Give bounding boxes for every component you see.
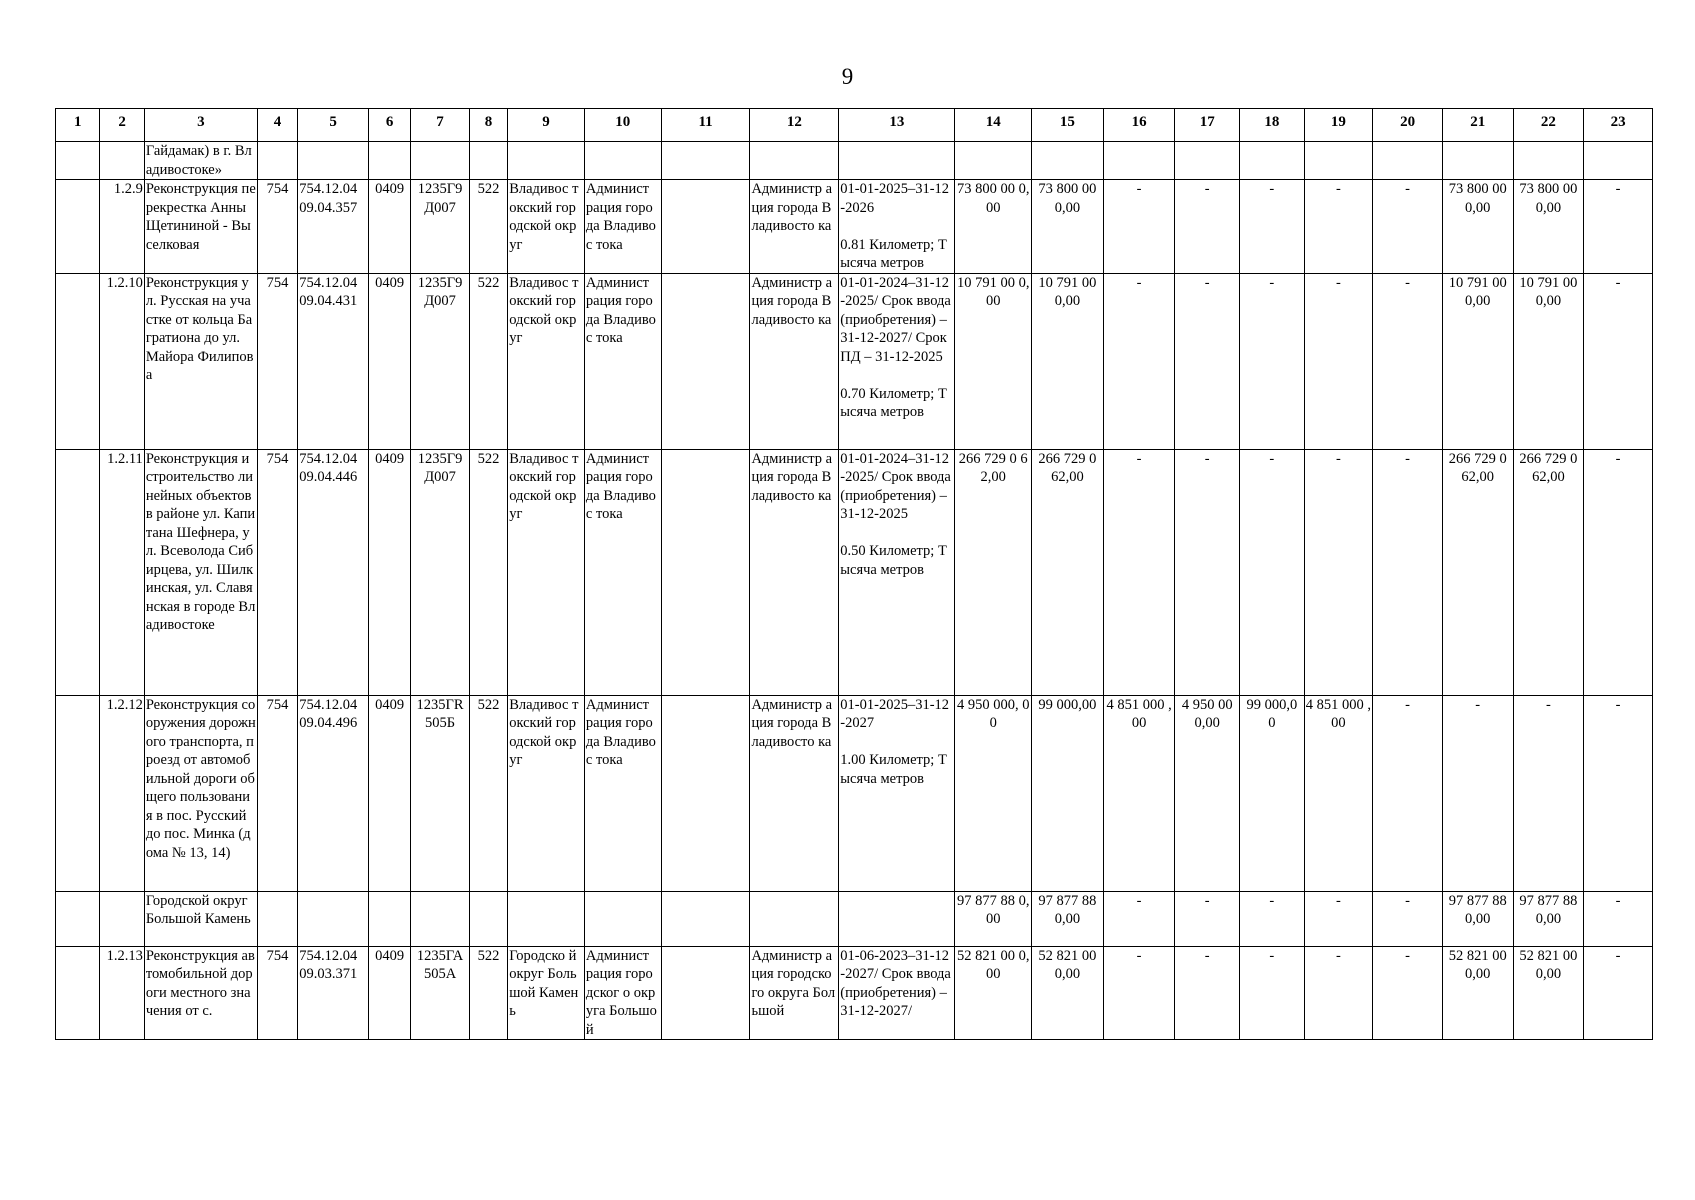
object-name-cell: Реконструкция перекрестка Анны Щетининой - Выселковая: [144, 180, 257, 274]
amount-17-cell: [1175, 142, 1240, 180]
amount-20-cell: -: [1373, 891, 1443, 946]
period-and-capacity-cell: 01-06-2023–31-12-2027/ Срок ввода (приобретения) – 31-12-2027/: [839, 946, 955, 1040]
column-header-14: 14: [955, 109, 1032, 142]
amount-18-cell: -: [1240, 449, 1305, 695]
amount-19-cell: -: [1304, 891, 1373, 946]
developer-cell: Администр ация города Владивосто ка: [750, 695, 839, 891]
column-header-9: 9: [508, 109, 585, 142]
amount-14-cell: 10 791 00 0,00: [955, 273, 1032, 449]
section-code-cell: 0409: [368, 449, 410, 695]
section-code-cell: 0409: [368, 946, 410, 1040]
amount-14-cell: 73 800 00 0,00: [955, 180, 1032, 274]
amount-17-cell: -: [1175, 273, 1240, 449]
municipality-cell: Владивос токский городской округ: [508, 695, 585, 891]
column-header-12: 12: [750, 109, 839, 142]
column-1-cell: [56, 273, 100, 449]
column-1-cell: [56, 946, 100, 1040]
amount-21-cell: 73 800 00 0,00: [1442, 180, 1513, 274]
column-1-cell: [56, 891, 100, 946]
amount-17-cell: -: [1175, 449, 1240, 695]
table-row: [56, 946, 1653, 1040]
column-header-2: 2: [100, 109, 144, 142]
column-header-3: 3: [144, 109, 257, 142]
column-header-21: 21: [1442, 109, 1513, 142]
amount-23-cell: -: [1584, 449, 1653, 695]
column-11-cell: [661, 449, 750, 695]
column-1-cell: [56, 695, 100, 891]
amount-21-cell: -: [1442, 695, 1513, 891]
amount-18-cell: -: [1240, 946, 1305, 1040]
amount-16-cell: -: [1103, 273, 1175, 449]
amount-14-cell: [955, 142, 1032, 180]
amount-19-cell: 4 851 000 ,00: [1304, 695, 1373, 891]
column-header-13: 13: [839, 109, 955, 142]
table-row: [56, 695, 1653, 891]
amount-21-cell: 266 729 0 62,00: [1442, 449, 1513, 695]
period-and-capacity-cell: [839, 142, 955, 180]
amount-14-cell: 266 729 0 62,00: [955, 449, 1032, 695]
column-header-15: 15: [1032, 109, 1104, 142]
amount-15-cell: 99 000,00: [1032, 695, 1104, 891]
column-11-cell: [661, 891, 750, 946]
expense-type-cell: 522: [469, 180, 507, 274]
amount-16-cell: -: [1103, 946, 1175, 1040]
object-name-cell: Гайдамак) в г. Владивостоке»: [144, 142, 257, 180]
code-5-cell: 754.12.04 09.04.431: [298, 273, 369, 449]
column-11-cell: [661, 695, 750, 891]
code-4-cell: 754: [257, 273, 297, 449]
object-name-cell: Городской округ Большой Камень: [144, 891, 257, 946]
item-number-cell: 1.2.10: [100, 273, 144, 449]
item-number-cell: 1.2.13: [100, 946, 144, 1040]
amount-17-cell: -: [1175, 891, 1240, 946]
amount-14-cell: 97 877 88 0,00: [955, 891, 1032, 946]
column-header-23: 23: [1584, 109, 1653, 142]
target-code-cell: 1235Г9 Д007: [411, 273, 470, 449]
customer-cell: Админист рация городског о округа Большой: [584, 946, 661, 1040]
column-header-11: 11: [661, 109, 750, 142]
amount-15-cell: 266 729 0 62,00: [1032, 449, 1104, 695]
code-4-cell: 754: [257, 946, 297, 1040]
section-code-cell: [368, 142, 410, 180]
section-code-cell: 0409: [368, 695, 410, 891]
amount-20-cell: [1373, 142, 1443, 180]
code-4-cell: 754: [257, 695, 297, 891]
developer-cell: Администр ация города Владивосто ка: [750, 449, 839, 695]
amount-19-cell: [1304, 142, 1373, 180]
code-5-cell: 754.12.04 09.04.357: [298, 180, 369, 274]
customer-cell: Админист рация города Владивос тока: [584, 273, 661, 449]
amount-19-cell: -: [1304, 449, 1373, 695]
table-row: [56, 273, 1653, 449]
amount-22-cell: 10 791 00 0,00: [1513, 273, 1584, 449]
amount-17-cell: 4 950 00 0,00: [1175, 695, 1240, 891]
municipality-cell: Владивос токский городской округ: [508, 180, 585, 274]
period-and-capacity-cell: 01-01-2025–31-12-2027 1.00 Километр; Тысяча метров: [839, 695, 955, 891]
municipality-cell: [508, 891, 585, 946]
amount-17-cell: -: [1175, 946, 1240, 1040]
expense-type-cell: 522: [469, 695, 507, 891]
amount-18-cell: 99 000,0 0: [1240, 695, 1305, 891]
amount-23-cell: [1584, 142, 1653, 180]
section-code-cell: 0409: [368, 180, 410, 274]
amount-19-cell: -: [1304, 180, 1373, 274]
amount-19-cell: -: [1304, 946, 1373, 1040]
code-5-cell: 754.12.04 09.04.446: [298, 449, 369, 695]
amount-20-cell: -: [1373, 273, 1443, 449]
amount-20-cell: -: [1373, 449, 1443, 695]
page-number: 9: [841, 64, 854, 89]
developer-cell: [750, 891, 839, 946]
amount-22-cell: -: [1513, 695, 1584, 891]
amount-16-cell: -: [1103, 180, 1175, 274]
item-number-cell: 1.2.9: [100, 180, 144, 274]
amount-20-cell: -: [1373, 946, 1443, 1040]
item-number-cell: 1.2.12: [100, 695, 144, 891]
amount-16-cell: [1103, 142, 1175, 180]
column-header-8: 8: [469, 109, 507, 142]
object-name-cell: Реконструкция ул. Русская на участке от кольца Багратиона до ул. Майора Филипова: [144, 273, 257, 449]
column-header-10: 10: [584, 109, 661, 142]
column-1-cell: [56, 180, 100, 274]
amount-22-cell: 52 821 00 0,00: [1513, 946, 1584, 1040]
section-code-cell: [368, 891, 410, 946]
amount-19-cell: -: [1304, 273, 1373, 449]
expense-type-cell: 522: [469, 273, 507, 449]
amount-22-cell: [1513, 142, 1584, 180]
amount-21-cell: 10 791 00 0,00: [1442, 273, 1513, 449]
code-4-cell: 754: [257, 449, 297, 695]
amount-20-cell: -: [1373, 180, 1443, 274]
developer-cell: Администр ация городского округа Большой: [750, 946, 839, 1040]
column-header-6: 6: [368, 109, 410, 142]
customer-cell: Админист рация города Владивос тока: [584, 695, 661, 891]
budget-table: [55, 108, 1653, 1040]
expense-type-cell: 522: [469, 946, 507, 1040]
amount-15-cell: 10 791 00 0,00: [1032, 273, 1104, 449]
amount-21-cell: 97 877 88 0,00: [1442, 891, 1513, 946]
municipality-cell: Городско й округ Большой Камень: [508, 946, 585, 1040]
amount-17-cell: -: [1175, 180, 1240, 274]
period-and-capacity-cell: 01-01-2024–31-12-2025/ Срок ввода (приобретения) – 31-12-2027/ Срок ПД – 31-12-2025 0.70 Километр; Тысяча метров: [839, 273, 955, 449]
period-and-capacity-cell: [839, 891, 955, 946]
amount-23-cell: -: [1584, 891, 1653, 946]
column-1-cell: [56, 449, 100, 695]
column-header-7: 7: [411, 109, 470, 142]
amount-14-cell: 52 821 00 0,00: [955, 946, 1032, 1040]
column-header-1: 1: [56, 109, 100, 142]
column-header-4: 4: [257, 109, 297, 142]
table-row: [56, 891, 1653, 946]
expense-type-cell: 522: [469, 449, 507, 695]
column-header-19: 19: [1304, 109, 1373, 142]
code-5-cell: 754.12.04 09.04.496: [298, 695, 369, 891]
column-11-cell: [661, 142, 750, 180]
municipality-cell: [508, 142, 585, 180]
customer-cell: [584, 891, 661, 946]
column-11-cell: [661, 180, 750, 274]
code-5-cell: [298, 142, 369, 180]
code-4-cell: [257, 142, 297, 180]
target-code-cell: 1235ГА 505А: [411, 946, 470, 1040]
section-code-cell: 0409: [368, 273, 410, 449]
municipality-cell: Владивос токский городской округ: [508, 273, 585, 449]
customer-cell: Админист рация города Владивос тока: [584, 449, 661, 695]
code-5-cell: [298, 891, 369, 946]
amount-23-cell: -: [1584, 180, 1653, 274]
item-number-cell: 1.2.11: [100, 449, 144, 695]
expense-type-cell: [469, 891, 507, 946]
amount-15-cell: [1032, 142, 1104, 180]
expense-type-cell: [469, 142, 507, 180]
period-and-capacity-cell: 01-01-2025–31-12-2026 0.81 Километр; Тысяча метров: [839, 180, 955, 274]
developer-cell: Администр ация города Владивосто ка: [750, 273, 839, 449]
table-row: [56, 449, 1653, 695]
column-11-cell: [661, 946, 750, 1040]
column-header-5: 5: [298, 109, 369, 142]
amount-14-cell: 4 950 000, 00: [955, 695, 1032, 891]
amount-20-cell: -: [1373, 695, 1443, 891]
municipality-cell: Владивос токский городской округ: [508, 449, 585, 695]
column-11-cell: [661, 273, 750, 449]
code-4-cell: 754: [257, 180, 297, 274]
amount-18-cell: [1240, 142, 1305, 180]
amount-18-cell: -: [1240, 273, 1305, 449]
object-name-cell: Реконструкция и строительство линейных объектов в районе ул. Капитана Шефнера, ул. Всеволода Сибирцева, ул. Шилкинская, ул. Славянская в городе Владивостоке: [144, 449, 257, 695]
item-number-cell: [100, 891, 144, 946]
amount-21-cell: [1442, 142, 1513, 180]
code-5-cell: 754.12.04 09.03.371: [298, 946, 369, 1040]
amount-15-cell: 52 821 00 0,00: [1032, 946, 1104, 1040]
target-code-cell: [411, 142, 470, 180]
amount-16-cell: -: [1103, 891, 1175, 946]
customer-cell: Админист рация города Владивос тока: [584, 180, 661, 274]
amount-23-cell: -: [1584, 946, 1653, 1040]
amount-22-cell: 266 729 0 62,00: [1513, 449, 1584, 695]
amount-16-cell: -: [1103, 449, 1175, 695]
column-header-20: 20: [1373, 109, 1443, 142]
column-1-cell: [56, 142, 100, 180]
amount-18-cell: -: [1240, 180, 1305, 274]
amount-15-cell: 73 800 00 0,00: [1032, 180, 1104, 274]
customer-cell: [584, 142, 661, 180]
amount-18-cell: -: [1240, 891, 1305, 946]
amount-22-cell: 97 877 88 0,00: [1513, 891, 1584, 946]
target-code-cell: 1235Г9 Д007: [411, 449, 470, 695]
target-code-cell: [411, 891, 470, 946]
period-and-capacity-cell: 01-01-2024–31-12-2025/ Срок ввода (приобретения) – 31-12-2025 0.50 Километр; Тысяча метров: [839, 449, 955, 695]
item-number-cell: [100, 142, 144, 180]
amount-23-cell: -: [1584, 695, 1653, 891]
column-header-22: 22: [1513, 109, 1584, 142]
column-number-header: [56, 109, 1653, 142]
amount-21-cell: 52 821 00 0,00: [1442, 946, 1513, 1040]
column-header-18: 18: [1240, 109, 1305, 142]
object-name-cell: Реконструкция автомобильной дороги местного значения от с.: [144, 946, 257, 1040]
amount-22-cell: 73 800 00 0,00: [1513, 180, 1584, 274]
target-code-cell: 1235ГR 505Б: [411, 695, 470, 891]
amount-16-cell: 4 851 000 ,00: [1103, 695, 1175, 891]
amount-23-cell: -: [1584, 273, 1653, 449]
target-code-cell: 1235Г9 Д007: [411, 180, 470, 274]
table-row: [56, 142, 1653, 180]
column-header-16: 16: [1103, 109, 1175, 142]
developer-cell: Администр ация города Владивосто ка: [750, 180, 839, 274]
developer-cell: [750, 142, 839, 180]
table-row: [56, 180, 1653, 274]
object-name-cell: Реконструкция сооружения дорожного транспорта, проезд от автомобильной дороги общего пользования в пос. Русский до пос. Минка (дома № 13, 14): [144, 695, 257, 891]
column-header-17: 17: [1175, 109, 1240, 142]
amount-15-cell: 97 877 88 0,00: [1032, 891, 1104, 946]
code-4-cell: [257, 891, 297, 946]
